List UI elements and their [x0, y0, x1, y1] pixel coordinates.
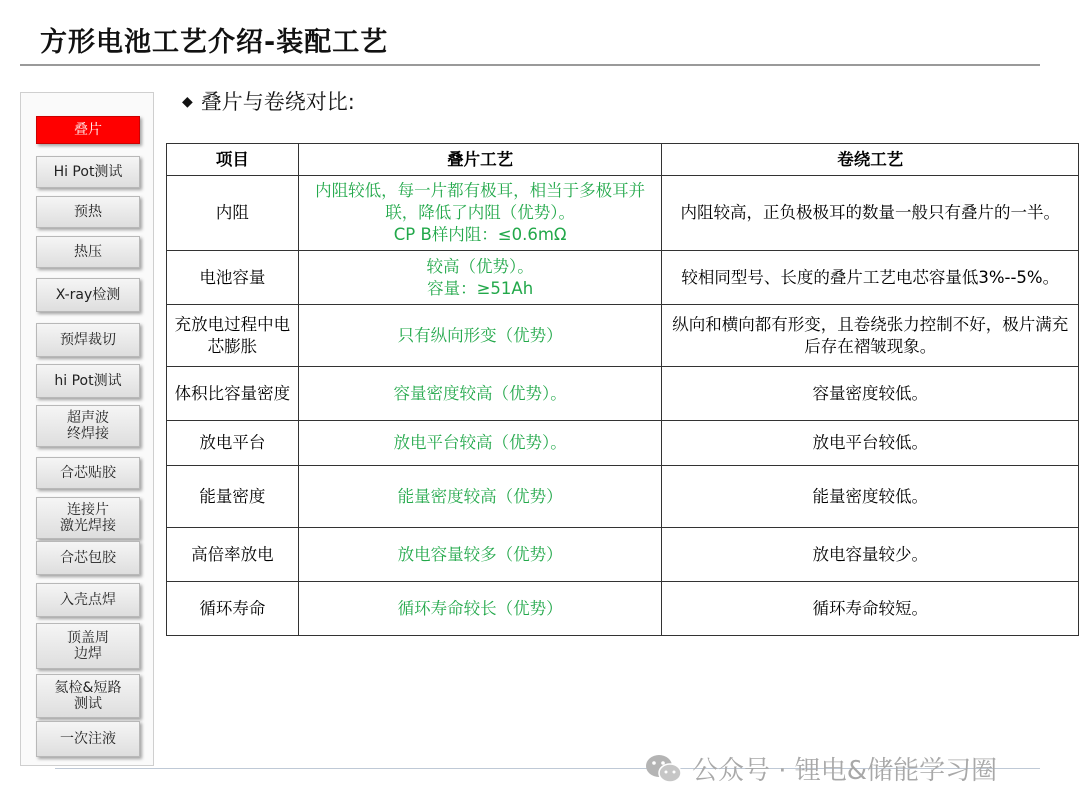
process-step[interactable]: X-ray检测	[36, 278, 140, 312]
row-winding-cell: 纵向和横向都有形变，且卷绕张力控制不好，极片满充后存在褶皱现象。	[662, 305, 1079, 367]
process-step[interactable]: 氦检&短路 测试	[36, 674, 140, 718]
row-stacking-cell: 能量密度较高（优势）	[298, 466, 662, 528]
wechat-icon	[644, 753, 684, 785]
table-header-row	[167, 144, 1079, 176]
process-step[interactable]: hi Pot测试	[36, 364, 140, 398]
process-step[interactable]: 预焊裁切	[36, 323, 140, 357]
row-winding-cell: 较相同型号、长度的叠片工艺电芯容量低3%--5%。	[662, 251, 1079, 305]
row-item-cell: 循环寿命	[167, 582, 299, 636]
subtitle	[182, 86, 355, 116]
row-winding-cell: 内阻较高，正负极极耳的数量一般只有叠片的一半。	[662, 176, 1079, 251]
row-stacking-cell: 循环寿命较长（优势）	[298, 582, 662, 636]
table-row	[167, 305, 1079, 367]
watermark-text: 公众号 · 锂电&储能学习圈	[692, 756, 998, 786]
row-item-cell: 放电平台	[167, 421, 299, 466]
row-stacking-cell: 内阻较低，每一片都有极耳，相当于多极耳并联，降低了内阻（优势）。 CP B样内阻：≤0.6mΩ	[298, 176, 662, 251]
process-step[interactable]: 超声波 终焊接	[36, 405, 140, 447]
row-stacking-cell: 放电平台较高（优势）。	[298, 421, 662, 466]
row-item-cell: 充放电过程中电芯膨胀	[167, 305, 299, 367]
header-stacking: 叠片工艺	[298, 144, 662, 176]
process-step[interactable]: 连接片 激光焊接	[36, 497, 140, 539]
row-winding-cell: 能量密度较低。	[662, 466, 1079, 528]
table-row	[167, 176, 1079, 251]
table-row	[167, 367, 1079, 421]
row-stacking-cell: 只有纵向形变（优势）	[298, 305, 662, 367]
row-winding-cell: 放电平台较低。	[662, 421, 1079, 466]
table-row	[167, 251, 1079, 305]
header-winding: 卷绕工艺	[662, 144, 1079, 176]
process-step[interactable]: 预热	[36, 196, 140, 228]
table-row	[167, 528, 1079, 582]
process-step[interactable]: 一次注液	[36, 721, 140, 757]
row-winding-cell: 容量密度较低。	[662, 367, 1079, 421]
row-item-cell: 内阻	[167, 176, 299, 251]
row-stacking-cell: 容量密度较高（优势）。	[298, 367, 662, 421]
process-step[interactable]: 顶盖周 边焊	[36, 623, 140, 669]
table-row	[167, 582, 1079, 636]
table-row	[167, 421, 1079, 466]
page-title: 方形电池工艺介绍-装配工艺	[40, 27, 389, 58]
row-item-cell: 高倍率放电	[167, 528, 299, 582]
header-item: 项目	[167, 144, 299, 176]
row-item-cell: 体积比容量密度	[167, 367, 299, 421]
process-step[interactable]: 入壳点焊	[36, 583, 140, 617]
row-winding-cell: 循环寿命较短。	[662, 582, 1079, 636]
process-step[interactable]: 合芯包胶	[36, 541, 140, 575]
title-divider	[20, 64, 1040, 66]
row-stacking-cell: 较高（优势）。 容量：≥51Ah	[298, 251, 662, 305]
process-step[interactable]: 热压	[36, 236, 140, 268]
row-item-cell: 能量密度	[167, 466, 299, 528]
subtitle-text: 叠片与卷绕对比:	[200, 90, 355, 114]
table-row	[167, 466, 1079, 528]
process-step[interactable]: 叠片	[36, 116, 140, 144]
process-step[interactable]: Hi Pot测试	[36, 156, 140, 188]
row-item-cell: 电池容量	[167, 251, 299, 305]
diamond-bullet-icon: ◆	[182, 94, 193, 110]
comparison-table	[166, 143, 1079, 636]
watermark	[644, 750, 997, 787]
row-winding-cell: 放电容量较少。	[662, 528, 1079, 582]
row-stacking-cell: 放电容量较多（优势）	[298, 528, 662, 582]
process-step[interactable]: 合芯贴胶	[36, 457, 140, 489]
